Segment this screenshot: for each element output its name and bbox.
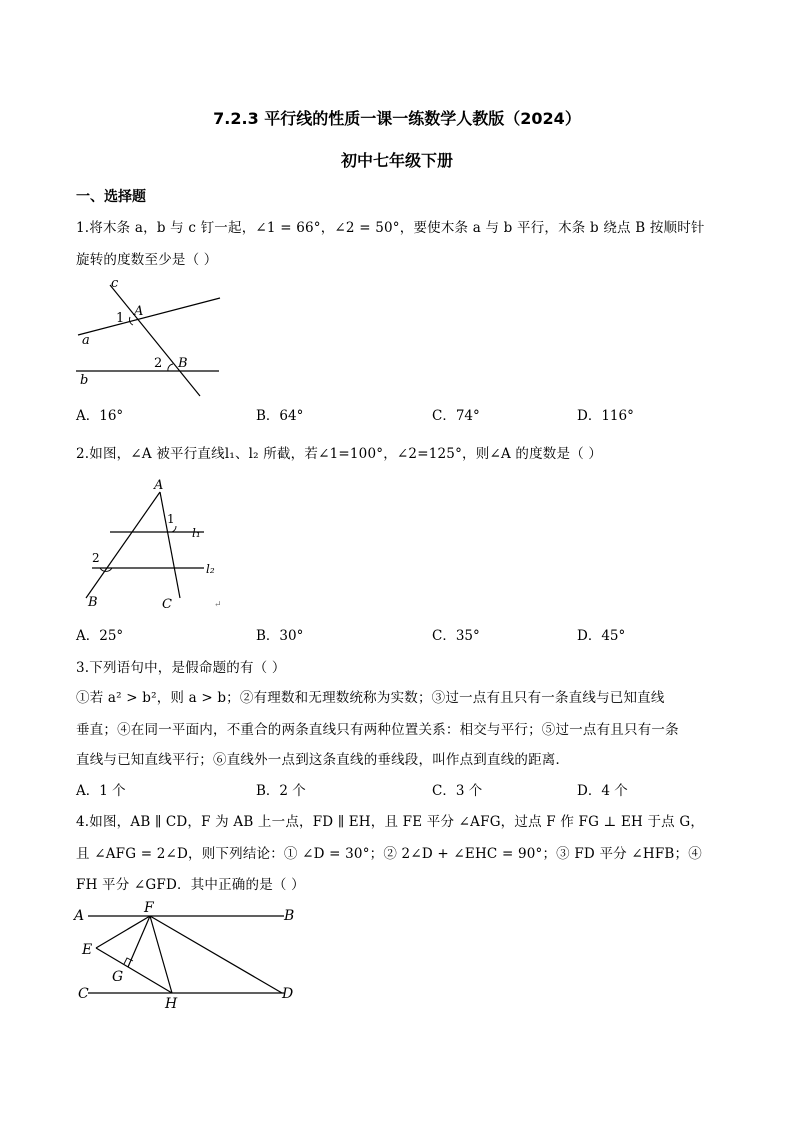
q2-label-l1: l₁ bbox=[192, 526, 201, 540]
q2-option-b: B．30° bbox=[256, 628, 304, 644]
q1-line-a bbox=[78, 298, 220, 335]
q1-option-c: C．74° bbox=[432, 408, 480, 424]
q1-text-line2: 旋转的度数至少是（ ） bbox=[76, 252, 218, 268]
section-heading: 一、选择题 bbox=[76, 189, 146, 205]
q4-text-line3: FH 平分 ∠GFD．其中正确的是（ ） bbox=[76, 877, 305, 893]
q3-text-line4: 直线与已知直线平行；⑥直线外一点到这条直线的垂线段，叫作点到直线的距离． bbox=[76, 752, 570, 768]
q4-text-line2: 且 ∠AFG = 2∠D，则下列结论：① ∠D = 30°；② 2∠D + ∠EHC = 90°；③ FD 平分 ∠HFB；④ bbox=[76, 846, 702, 862]
q1-label-a: a bbox=[82, 333, 90, 348]
q2-return-mark-icon: ↵ bbox=[214, 600, 222, 610]
q3-text-line2: ①若 a² > b²，则 a > b；②有理数和无理数统称为实数；③过一点有且只有一条直线与已知直线 bbox=[76, 690, 665, 706]
q1-label-B: B bbox=[178, 356, 188, 371]
q1-text-line1: 1.将木条 a，b 与 c 钉一起，∠1 = 66°，∠2 = 50°，要使木条 a 与 b 平行，木条 b 绕点 B 按顺时针 bbox=[76, 220, 705, 236]
q4-label-C: C bbox=[78, 986, 89, 1002]
q2-figure bbox=[76, 474, 236, 616]
q1-figure bbox=[72, 272, 232, 402]
q4-label-E: E bbox=[82, 942, 93, 958]
q1-option-d: D．116° bbox=[577, 408, 634, 424]
q1-option-b: B．64° bbox=[256, 408, 304, 424]
q4-line-FG bbox=[128, 916, 150, 967]
q2-label-C: C bbox=[162, 597, 172, 612]
q2-line-AB bbox=[86, 492, 160, 598]
q4-label-D: D bbox=[282, 986, 294, 1002]
q2-option-a: A．25° bbox=[76, 628, 124, 644]
q1-label-A: A bbox=[134, 304, 144, 319]
q1-option-a: A．16° bbox=[76, 408, 124, 424]
q3-option-a: A．1 个 bbox=[76, 783, 126, 799]
q3-option-c: C．3 个 bbox=[432, 783, 483, 799]
q4-label-F: F bbox=[144, 900, 154, 916]
q4-label-B: B bbox=[284, 908, 295, 924]
q1-label-b: b bbox=[80, 373, 89, 388]
q3-text-line1: 3.下列语句中，是假命题的有（ ） bbox=[76, 660, 286, 676]
q1-label-2: 2 bbox=[154, 356, 163, 371]
q2-text-line1: 2.如图，∠A 被平行直线l₁、l₂ 所截，若∠1=100°，∠2=125°，则∠A 的度数是（ ） bbox=[76, 446, 603, 462]
q2-option-d: D．45° bbox=[577, 628, 626, 644]
q2-label-1: 1 bbox=[167, 512, 175, 526]
q4-label-A: A bbox=[74, 908, 85, 924]
q4-label-G: G bbox=[112, 969, 124, 985]
q4-label-H: H bbox=[165, 996, 178, 1012]
q3-text-line3: 垂直；④在同一平面内，不重合的两条直线只有两种位置关系：相交与平行；⑤过一点有且只有一条 bbox=[76, 722, 679, 738]
q2-angle1-arc bbox=[172, 526, 176, 532]
q4-figure bbox=[72, 898, 312, 1016]
doc-title-line1: 7.2.3 平行线的性质一课一练数学人教版（2024） bbox=[213, 109, 581, 128]
q1-label-1: 1 bbox=[116, 311, 125, 326]
q3-option-b: B．2 个 bbox=[256, 783, 306, 799]
q2-line-AC bbox=[160, 492, 180, 598]
q1-line-c bbox=[110, 285, 200, 396]
q2-label-A: A bbox=[154, 478, 164, 493]
q3-option-d: D．4 个 bbox=[577, 783, 628, 799]
q4-text-line1: 4.如图，AB ∥ CD，F 为 AB 上一点，FD ∥ EH，且 FE 平分 ∠AFG，过点 F 作 FG ⊥ EH 于点 G， bbox=[76, 814, 705, 830]
doc-title-line2: 初中七年级下册 bbox=[340, 151, 453, 170]
q2-label-l2: l₂ bbox=[206, 562, 215, 576]
q2-label-2: 2 bbox=[92, 551, 100, 565]
q2-option-c: C．35° bbox=[432, 628, 480, 644]
q1-label-c: c bbox=[111, 276, 119, 291]
q4-line-FD bbox=[150, 916, 282, 993]
q4-line-FE bbox=[96, 916, 150, 948]
q2-label-B: B bbox=[88, 595, 98, 610]
q1-angle2-arc bbox=[168, 364, 173, 371]
